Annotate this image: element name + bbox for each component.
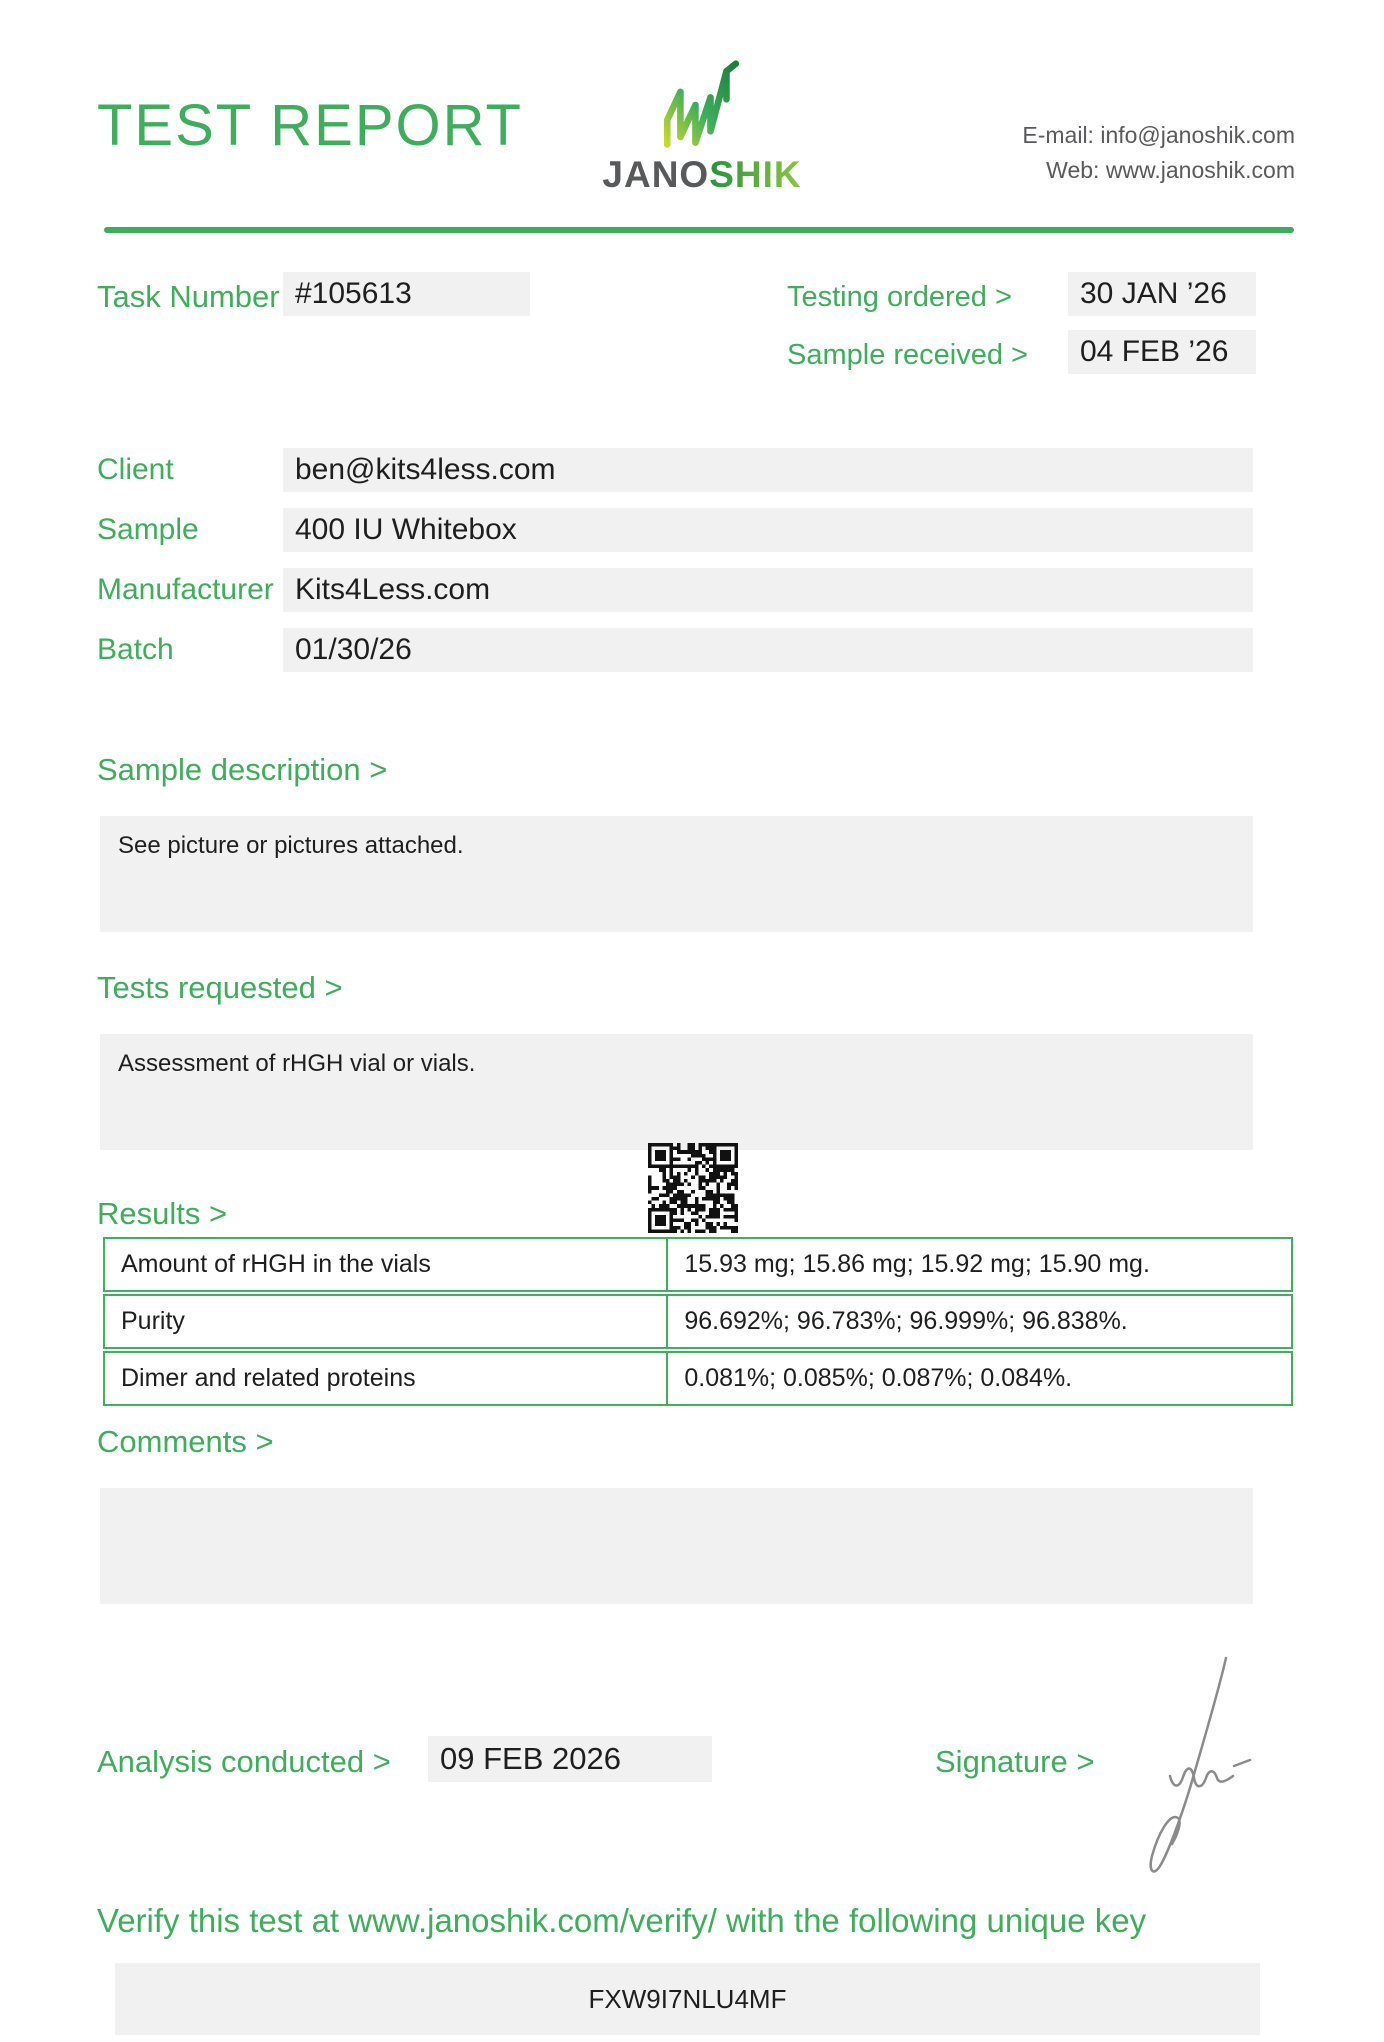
result-value: 15.93 mg; 15.86 mg; 15.92 mg; 15.90 mg. [684,1250,1150,1278]
client-value: ben@kits4less.com [283,448,1253,492]
contact-email: E-mail: info@janoshik.com [1022,122,1295,148]
results-heading: Results > [97,1196,228,1231]
result-name: Amount of rHGH in the vials [105,1239,668,1290]
sample-value: 400 IU Whitebox [283,508,1253,552]
signature-label: Signature > [935,1744,1095,1779]
verify-key: FXW9I7NLU4MF [115,1963,1260,2035]
detail-row-manufacturer [97,568,1253,612]
table-row [103,1351,1293,1406]
analysis-conducted-label: Analysis conducted > [97,1744,391,1779]
result-name: Dimer and related proteins [105,1353,668,1404]
details-section [97,448,1253,688]
tests-requested-heading: Tests requested > [97,970,343,1005]
detail-row-sample [97,508,1253,552]
tests-requested-body: Assessment of rHGH vial or vials. [100,1034,1253,1150]
task-number-value: #105613 [283,272,530,316]
testing-ordered-value: 30 JAN ’26 [1068,272,1256,316]
task-number-label: Task Number [97,279,280,314]
sample-description-body: See picture or pictures attached. [100,816,1253,932]
contact-web: Web: www.janoshik.com [1046,157,1295,183]
sample-description-heading: Sample description > [97,752,388,787]
manufacturer-value: Kits4Less.com [283,568,1253,612]
testing-ordered-label: Testing ordered > [787,281,1012,313]
comments-body [100,1488,1253,1604]
batch-label: Batch [97,633,174,666]
batch-value: 01/30/26 [283,628,1253,672]
sample-received-value: 04 FEB ’26 [1068,330,1256,374]
result-name: Purity [105,1296,668,1347]
sample-label: Sample [97,513,199,546]
result-value: 0.081%; 0.085%; 0.087%; 0.084%. [684,1364,1073,1392]
handwritten-signature-icon [1108,1648,1258,1888]
result-value: 96.692%; 96.783%; 96.999%; 96.838%. [684,1307,1128,1335]
sample-received-label: Sample received > [787,339,1028,371]
janoshik-logo [592,58,812,193]
page-title: TEST REPORT [97,93,523,158]
client-label: Client [97,453,174,486]
header-divider [104,227,1294,233]
verify-instruction: Verify this test at www.janoshik.com/verify/ with the following unique key [97,1902,1147,1939]
table-row [103,1294,1293,1349]
detail-row-batch [97,628,1253,672]
manufacturer-label: Manufacturer [97,573,274,606]
logo-text-jano: JANO [602,154,710,195]
logo-text-shik: SHIK [709,154,802,195]
table-row [103,1237,1293,1292]
results-table [103,1237,1293,1408]
logo-wordmark [592,154,812,195]
contact-block [1022,118,1295,188]
analysis-conducted-value: 09 FEB 2026 [428,1736,712,1782]
qr-code [648,1143,738,1233]
comments-heading: Comments > [97,1424,274,1459]
detail-row-client [97,448,1253,492]
